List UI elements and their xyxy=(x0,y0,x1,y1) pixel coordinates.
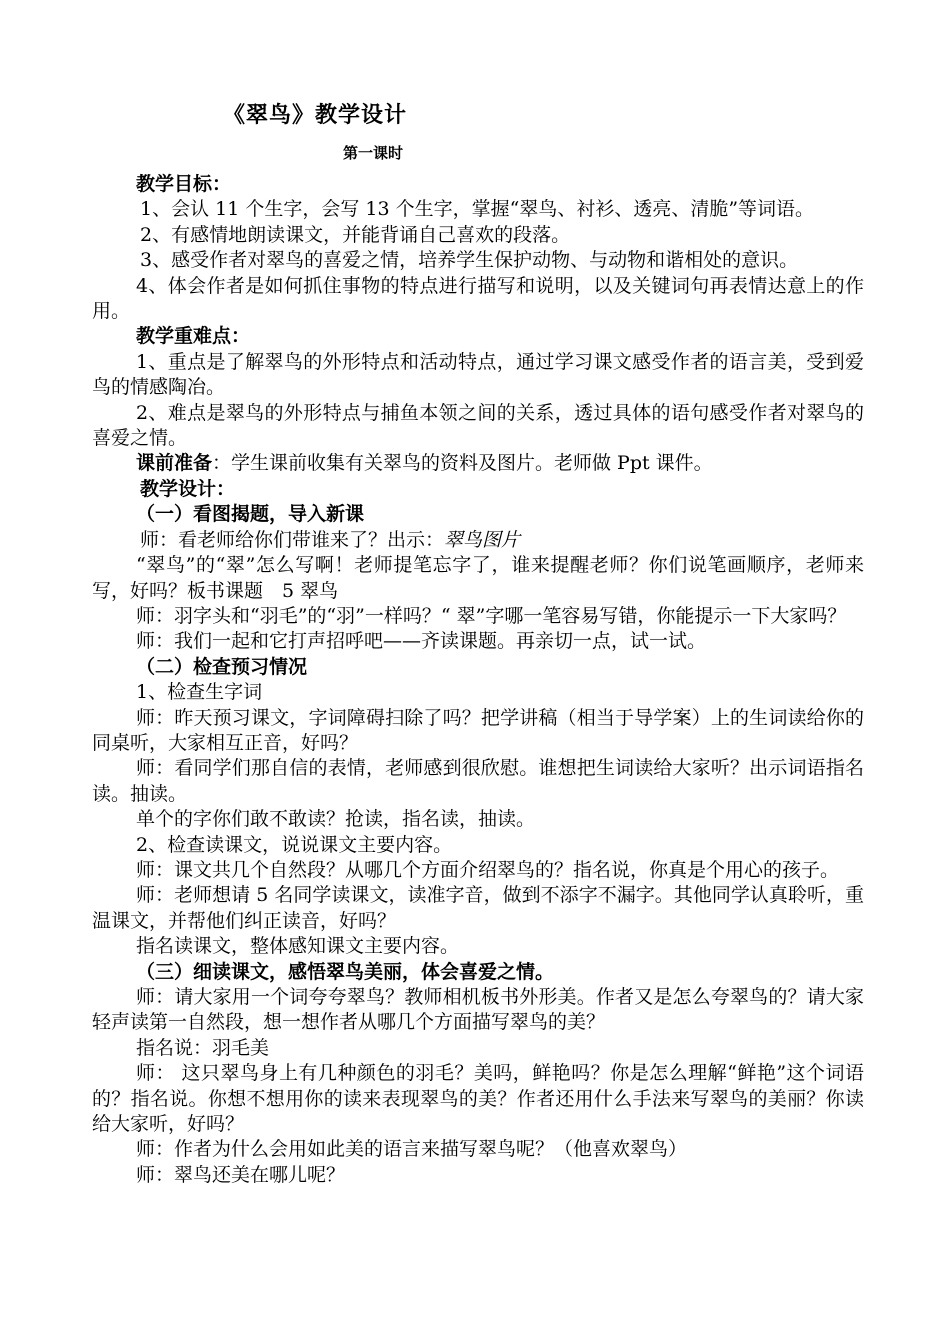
goal-item: 3、感受作者对翠鸟的喜爱之情，培养学生保护动物、与动物和谐相处的意识。 xyxy=(140,249,799,272)
paragraph: 师：我们一起和它打声招呼吧——齐读课题。再亲切一点，试一试。 xyxy=(136,630,707,653)
key-point-item: 1、重点是了解翠鸟的外形特点和活动特点，通过学习课文感受作者的语言美，受到爱鸟的情感陶冶。 xyxy=(92,350,864,399)
goal-item: 2、有感情地朗读课文，并能背诵自己喜欢的段落。 xyxy=(140,223,571,246)
section-heading: （三）细读课文，感悟翠鸟美丽，体会喜爱之情。 xyxy=(136,960,555,983)
paragraph: 指名读课文，整体感知课文主要内容。 xyxy=(136,935,460,958)
paragraph: 师：课文共几个自然段？从哪几个方面介绍翠鸟的？指名说，你真是个用心的孩子。 xyxy=(136,858,840,881)
paragraph: 1、检查生字词 xyxy=(136,681,263,704)
design-heading: 教学设计： xyxy=(140,477,236,500)
lesson-subtitle: 第一课时 xyxy=(343,144,404,162)
section-heading: （二）检查预习情况 xyxy=(136,655,308,678)
paragraph xyxy=(92,528,864,553)
paragraph-text: 师：看老师给你们带谁来了？出示： xyxy=(140,528,445,551)
section-heading: （一）看图揭题，导入新课 xyxy=(136,503,365,526)
paragraph: 师：看同学们那自信的表情，老师感到很欣慰。谁想把生词读给大家听？出示词语指名读。抽读。 xyxy=(92,757,864,805)
paragraph: 师： 这只翠鸟身上有几种颜色的羽毛？美吗，鲜艳吗？你是怎么理解“鲜艳”这个词语的？指名说。你想不想用你的读来表现翠鸟的美？作者还用什么手法来写翠鸟的美丽？你读给大家听，好吗？ xyxy=(92,1062,864,1136)
key-point-item: 2、难点是翠鸟的外形特点与捕鱼本领之间的关系，透过具体的语句感受作者对翠鸟的喜爱之情。 xyxy=(92,401,864,450)
paragraph: 师：请大家用一个词夸夸翠鸟？教师相机板书外形美。作者又是怎么夸翠鸟的？请大家轻声读第一自然段，想一想作者从哪几个方面描写翠鸟的美？ xyxy=(92,986,864,1034)
preparation-text: ：学生课前收集有关翠鸟的资料及图片。老师做 Ppt 课件。 xyxy=(212,452,713,475)
goals-heading: 教学目标： xyxy=(136,173,232,195)
preparation-paragraph xyxy=(92,451,864,476)
key-points-heading: 教学重难点： xyxy=(136,325,251,348)
paragraph: 师：老师想请 5 名同学读课文，读准字音，做到不添字不漏字。其他同学认真聆听，重温课文，并帮他们纠正读音，好吗？ xyxy=(92,884,864,932)
paragraph: 师：昨天预习课文，字词障碍扫除了吗？把学讲稿（相当于导学案）上的生词读给你的同桌听，大家相互正音，好吗？ xyxy=(92,706,864,754)
paragraph: 指名说：羽毛美 xyxy=(136,1036,270,1059)
paragraph: 单个的字你们敢不敢读？抢读，指名读，抽读。 xyxy=(136,808,536,831)
italic-note: 翠鸟图片 xyxy=(444,528,521,551)
paragraph: 师：作者为什么会用如此美的语言来描写翠鸟呢？（他喜欢翠鸟） xyxy=(136,1138,688,1161)
paragraph: 师：翠鸟还美在哪儿呢？ xyxy=(136,1163,346,1186)
goal-item: 4、体会作者是如何抓住事物的特点进行描写和说明，以及关键词句再表情达意上的作用。 xyxy=(92,274,864,323)
preparation-label: 课前准备 xyxy=(136,452,213,475)
paragraph: 师：羽字头和“羽毛”的“羽”一样吗？“ 翠”字哪一笔容易写错，你能提示一下大家吗？ xyxy=(136,604,847,627)
document-title: 《翠鸟》教学设计 xyxy=(223,103,408,128)
paragraph: “翠鸟”的“翠”怎么写啊！老师提笔忘字了，谁来提醒老师？你们说笔画顺序，老师来写，好吗？板书课题 5 翠鸟 xyxy=(92,554,864,602)
goal-item: 1、会认 11 个生字，会写 13 个生字，掌握“翠鸟、衬衫、透亮、清脆”等词语。 xyxy=(140,198,815,221)
paragraph: 2、检查读课文，说说课文主要内容。 xyxy=(136,833,453,856)
document-body xyxy=(92,172,864,1188)
